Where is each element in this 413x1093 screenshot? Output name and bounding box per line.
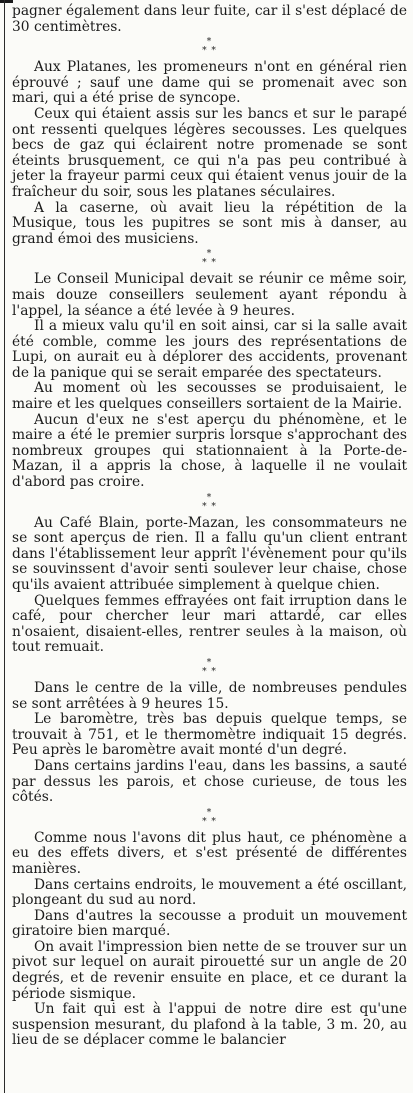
column-rule	[4, 0, 5, 1093]
asterism-bottom: * *	[202, 46, 217, 57]
asterism-top: *	[206, 249, 213, 260]
paragraph: Comme nous l'avons dit plus haut, ce phénomène a eu des effets divers, et s'est présenté de différentes manières.	[12, 829, 407, 877]
paragraph: Aux Platanes, les promeneurs n'ont en général rien éprouvé ; sauf une dame qui se promenait avec son mari, qui a été prise de syncope.	[12, 59, 407, 107]
paragraph: Il a mieux valu qu'il en soit ainsi, car si la salle avait été comble, comme les jours des représentations de Lupi, on aurait eu à déplorer des accidents, provenant de la panique qui se serait emparée des spectateurs.	[12, 318, 407, 381]
paragraph: Dans d'autres la secousse a produit un mouvement giratoire bien marqué.	[12, 907, 407, 940]
asterism-bottom: * *	[202, 258, 217, 269]
asterism-bottom: * *	[202, 816, 217, 827]
paragraph: Dans le centre de la ville, de nombreuses pendules se sont arrêtées à 9 heures 15.	[12, 679, 407, 712]
paragraph: Le Conseil Municipal devait se réunir ce même soir, mais douze conseillers seulement ayant répondu à l'appel, la séance a été levée à 9 heures.	[12, 271, 407, 319]
asterism-top: *	[206, 657, 213, 668]
article-column	[12, 4, 407, 1049]
paragraph: pagner également dans leur fuite, car il s'est déplacé de 30 centimètres.	[12, 3, 407, 35]
asterism-bottom: * *	[202, 501, 217, 512]
asterism-separator	[12, 38, 407, 56]
asterism-top: *	[206, 37, 213, 48]
asterism-separator	[12, 494, 407, 512]
asterism-separator	[12, 659, 407, 677]
paragraph: Quelques femmes effrayées ont fait irruption dans le café, pour chercher leur mari attardé, car elles n'osaient, disaient-elles, rentrer seules à la maison, où tout remuait.	[12, 592, 407, 656]
paragraph: Le baromètre, très bas depuis quelque temps, se trouvait à 751, et le thermomètre indiquait 15 degrés. Peu après le baromètre avait monté d'un degré.	[12, 711, 407, 759]
paragraph: On avait l'impression bien nette de se trouver sur un pivot sur lequel on aurait pirouetté sur un angle de 20 degrés, et de revenir ensuite en place, et ce durant la période sismique.	[12, 938, 407, 1002]
paragraph: Aucun d'eux ne s'est aperçu du phénomène, et le maire a été le premier surpris lorsque s'approchant des nombreux groupes qui stationnaient à la Porte-de-Mazan, il a appris la chose, à laquelle il ne voulait d'abord pas croire.	[12, 411, 407, 491]
paragraph: Au moment où les secousses se produisaient, le maire et les quelques conseillers sortaient de la Mairie.	[12, 380, 407, 413]
paragraph: Ceux qui étaient assis sur les bancs et sur le parapé ont ressenti quelques légères secousses. Les quelques becs de gaz qui éclairent notre promenade se sont éteints brusquement, ce qui n'a pas peu contribué à jeter la frayeur parmi ceux qui étaient venus jouir de la fraîcheur du soir, sous les platanes séculaires.	[12, 105, 407, 200]
paragraph: Au Café Blain, porte-Mazan, les consommateurs ne se sont aperçus de rien. Il a fallu qu'un client entrant dans l'établissement leur apprît l'évènement pour qu'ils se souvinssent d'avoir senti soulever leur chaise, chose qu'ils avaient attribuée simplement à quelque chien.	[12, 514, 407, 593]
asterism-bottom: * *	[202, 666, 217, 677]
asterism-top: *	[206, 492, 213, 503]
paragraph: Un fait qui est à l'appui de notre dire est qu'une suspension mesurant, du plafond à la table, 3 m. 20, au lieu de se déplacer comme le balancier	[12, 1001, 407, 1049]
paragraph: Dans certains jardins l'eau, dans les bassins, a sauté par dessus les parois, et chose curieuse, de tous les côtés.	[12, 757, 407, 806]
asterism-separator	[12, 809, 407, 827]
asterism-separator	[12, 250, 407, 268]
paragraph: Dans certains endroits, le mouvement a été oscillant, plongeant du sud au nord.	[12, 876, 407, 909]
asterism-top: *	[206, 807, 213, 818]
paragraph: A la caserne, où avait lieu la répétition de la Musique, tous les pupitres se sont mis à danser, au grand émoi des musiciens.	[12, 199, 407, 247]
